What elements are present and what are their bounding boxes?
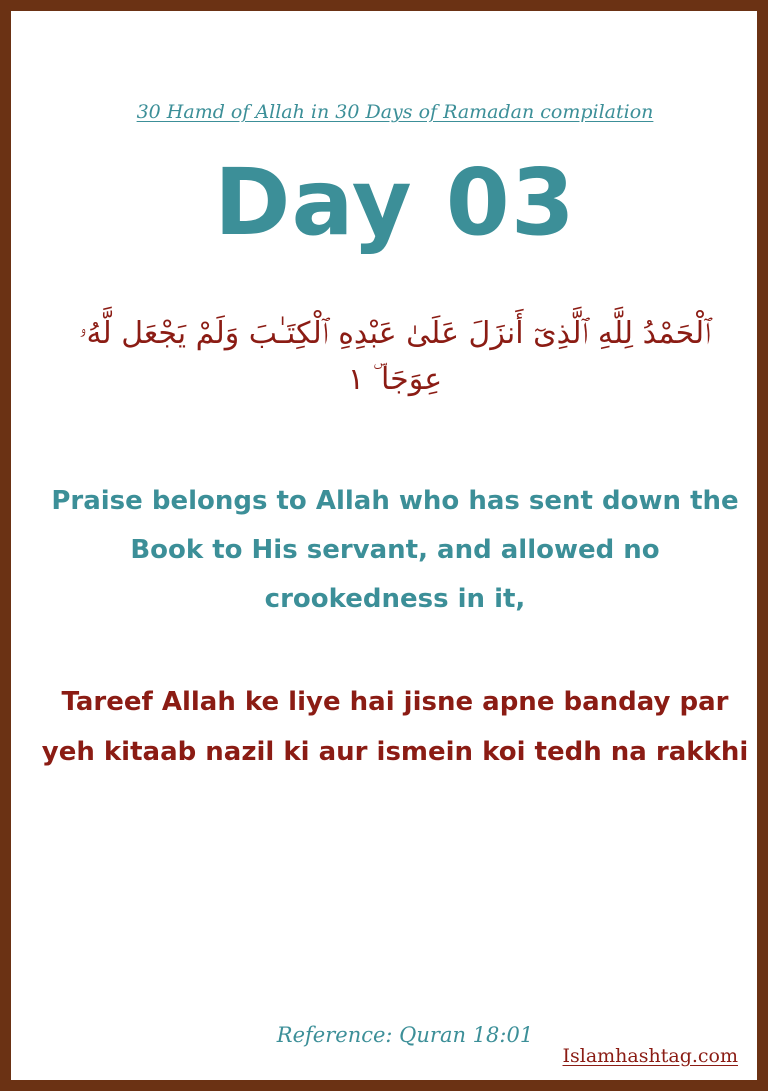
english-translation: Praise belongs to Allah who has sent down the Book to His servant, and allowed no crookedness in it, <box>51 486 739 614</box>
series-title: 30 Hamd of Allah in 30 Days of Ramadan compilation <box>136 101 654 123</box>
roman-urdu-translation: Tareef Allah ke liye hai jisne apne banday par yeh kitaab nazil ki aur ismein koi tedh na rakkhi <box>41 687 749 767</box>
day-title: Day 03 <box>214 149 576 256</box>
site-link[interactable]: Islamhashtag.com <box>562 1045 738 1067</box>
quran-reference: Reference: Quran 18:01 <box>276 1023 534 1047</box>
arabic-verse: ٱلْحَمْدُ لِلَّهِ ٱلَّذِىٓ أَنزَلَ عَلَىٰ عَبْدِهِ ٱلْكِتَـٰبَ وَلَمْ يَجْعَل لَّهُۥ عِوَجَا ۜ ١ <box>78 316 712 397</box>
